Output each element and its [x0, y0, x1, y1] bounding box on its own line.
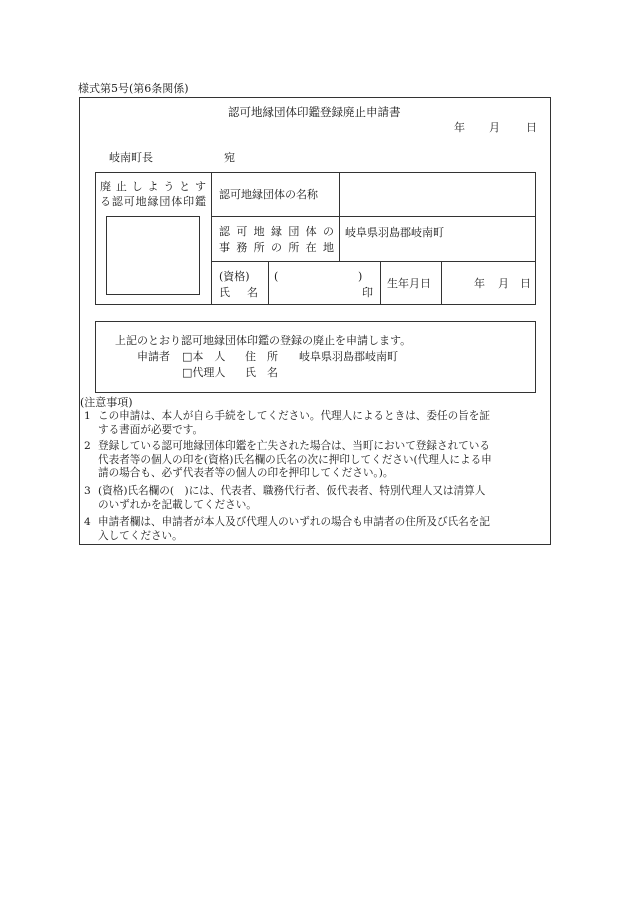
date-year: 年 [454, 121, 465, 134]
note-item-4 [84, 516, 548, 543]
office-label-line1: 認可地縁団体の [219, 225, 334, 238]
note-text: 登録している認可地縁団体印鑑を亡失された場合は、当町において登録されている [98, 440, 490, 452]
note-text: (資格)氏名欄の( )には、代表者、職務代行者、仮代表者、特別代理人又は清算人 [98, 485, 486, 497]
birth-day: 日 [520, 277, 531, 290]
office-label-line2: 事務所の所在地 [219, 241, 334, 254]
table-divider [211, 261, 536, 262]
checkbox-self[interactable]: □本 人 [182, 350, 226, 363]
note-number: 3 [84, 485, 91, 497]
date-month: 月 [489, 121, 500, 134]
name-label: 氏 名 [219, 286, 261, 299]
table-divider [380, 261, 381, 305]
note-item-3 [84, 485, 548, 512]
addressee-suffix: 宛 [224, 151, 235, 164]
note-number: 4 [84, 516, 91, 528]
table-divider [211, 172, 212, 305]
applicant-label: 申請者 [137, 350, 170, 363]
note-text: する書面が必要です。 [98, 423, 204, 436]
note-number: 2 [84, 440, 91, 452]
seal-mark: 印 [362, 286, 373, 299]
note-text: 申請者欄は、申請者が本人及び代理人のいずれの場合も申請者の住所及び氏名を記 [98, 516, 490, 528]
office-address-value: 岐阜県羽島郡岐南町 [345, 226, 444, 239]
date-day: 日 [526, 121, 537, 134]
note-text: 入してください。 [98, 529, 183, 542]
table-divider [441, 261, 442, 305]
address-value: 岐阜県羽島郡岐南町 [299, 350, 398, 363]
note-text: 請の場合も、必ず代表者等の個人の印を押印してください。)。 [98, 467, 394, 479]
note-text: のいずれかを記載してください。 [98, 498, 257, 511]
note-number: 1 [84, 410, 91, 422]
qualification-label: (資格) [219, 270, 250, 283]
note-item-1 [84, 410, 548, 437]
table-divider [339, 172, 340, 261]
form-number: 様式第5号(第6条関係) [78, 82, 189, 95]
table-divider [211, 216, 536, 217]
form-title: 認可地縁団体印鑑登録廃止申請書 [228, 105, 401, 119]
note-item-2 [84, 440, 548, 481]
checkbox-agent[interactable]: □代理人 [182, 366, 226, 379]
qualification-paren-close: ) [358, 270, 363, 283]
birthdate-label: 生年月日 [387, 277, 431, 290]
table-divider [268, 261, 269, 305]
application-statement: 上記のとおり認可地縁団体印鑑の登録の廃止を申請します。 [115, 334, 412, 347]
qualification-paren-open: ( [274, 270, 279, 283]
birth-month: 月 [498, 277, 509, 290]
address-label: 住 所 [245, 350, 278, 363]
birth-year: 年 [474, 277, 485, 290]
seal-label-line1: 廃止しようとす [100, 180, 206, 193]
notes-heading: (注意事項) [80, 396, 133, 409]
note-text: 代表者等の個人の印を(資格)氏名欄の氏名の次に押印してください(代理人による申 [98, 453, 492, 466]
seal-label-line2: る認可地縁団体印鑑 [100, 195, 206, 208]
addressee-mayor: 岐南町長 [109, 151, 153, 164]
org-name-label: 認可地縁団体の名称 [219, 188, 318, 201]
applicant-name-label: 氏 名 [245, 366, 278, 379]
seal-impression-box [106, 216, 200, 295]
note-text: この申請は、本人が自ら手続をしてください。代理人によるときは、委任の旨を証 [98, 410, 490, 422]
